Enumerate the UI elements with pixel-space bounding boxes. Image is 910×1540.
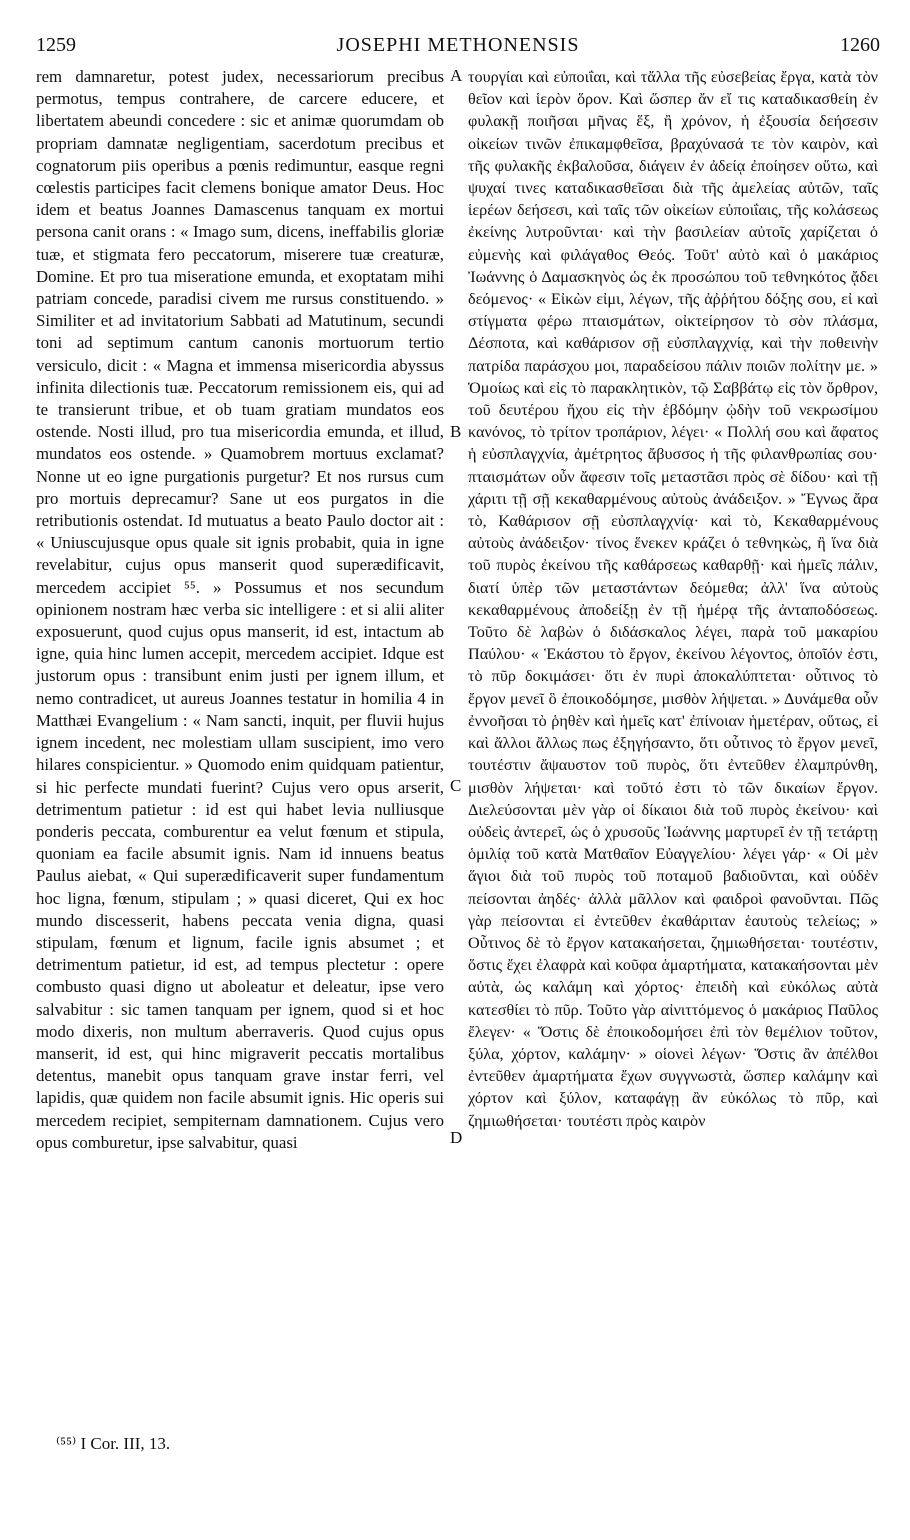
page-number-left: 1259 xyxy=(36,34,76,56)
section-marker-c: C xyxy=(450,776,462,795)
footnote: ⁽⁵⁵⁾ I Cor. III, 13. xyxy=(56,1434,171,1453)
running-header xyxy=(36,34,880,64)
greek-text: τουργίαι καὶ εὐποιΐαι, καὶ τἄλλα τῆς εὐσεβείας ἔργα, κατὰ τὸν θεῖον καὶ ἱερὸν ὅρον. Καὶ ὥσπερ ἄν εἴ τις καταδικασθείη ἐν φυλακῇ ποιῆσαι μῆνας ἕξ, ἢ χρόνον, ἡ ἐξουσία δεήσεσιν οἰκείων τινῶν ἐπικαμφθεῖσα, βραχύνασά τε τὸν καιρὸν, καὶ τῆς φυλακῆς ἐκβαλοῦσα, διάγειν ἐν ἀδείᾳ ἐποίησεν οὕτω, καὶ ψυχαί τινες καταδικασθεῖσαι διὰ τῆς ἀμελείας αὐτῶν, ταῖς ἱερέων δεήσεσι, καὶ ταῖς τῶν οἰκείων εὐποιΐαις, τῆς κολάσεως ἐκείνης λυτροῦνται· καὶ τὴν βασιλείαν αὐτοῖς χαρίζεται ὁ εὐμενὴς καὶ φιλάγαθος Θεός. Τοῦτ' αὐτὸ καὶ ὁ μακάριος Ἰωάννης ὁ Δαμασκηνὸς ὡς ἐκ προσώπου τοῦ τεθνηκότος ᾄδει δεόμενος· « Εἰκὼν εἰμι, λέγων, τῆς ἀῤῥήτου δόξης σου, εἰ καὶ στίγματα φέρω πταισμάτων, οἰκτείρησον τὸ σὸν πλάσμα, Δέσποτα, καὶ καθάρισον σῇ εὐσπλαγχνίᾳ, καὶ τὴν ποθεινὴν πατρίδα παράσχου μοι, παραδείσου πάλιν ποιῶν πολίτην με. » Ὁμοίως καὶ εἰς τὸ παρακλητικὸν, τῷ Σαββάτῳ εἰς τὸν ὄρθρον, τοῦ δευτέρου ἤχου εἰς τὴν ἑβδόμην ᾠδὴν τοῦ νεκρωσίμου κανόνος, τὸ τρίτον τροπάριον, λέγει· « Πολλή σου καὶ ἄφατος ἡ εὐσπλαγχνία, ἀμέτρητος ἄβυσσος ἡ τῆς φιλανθρωπίας σου· πταισμάτων οὖν ἄφεσιν τοῖς μεταστᾶσι πρὸς σὲ δίδου· καὶ τῇ χάριτι τῇ σῇ κεκαθαρμένους αὐτοὺς ἀνάδειξον. » Ἔγνως ἄρα τὸ, Καθάρισον σῇ εὐσπλαγχνίᾳ· καὶ τὸ, Κεκαθαρμένους αὐτοὺς ἀνάδειξον· τίνος ἕνεκεν κράζει ὁ τεθνηκὼς, ἢ ἵνα διὰ τοῦ πυρὸς ἐκείνου τῆς καθάρσεως καθαρθῇ· καὶ ἡμεῖς πάλιν, διατί ὑπὲρ τῶν μεταστάντων δεόμεθα; ἀλλ' ἵνα αὐτοὺς κεκαθαρμένους ἀποδείξῃ ἐν τῇ ἡμέρᾳ τῆς ἀνταποδόσεως. Τοῦτο δὲ λαβὼν ὁ διδάσκαλος λέγει, παρὰ τοῦ μακαρίου Παύλου· « Ἑκάστου τὸ ἔργον, ἐκείνου λέγοντος, ὁποῖόν ἐστι, τὸ πῦρ δοκιμάσει· ὅτι ἐν πυρὶ ἀποκαλύπτεται· οὗτινος τὸ ἔργον μενεῖ ὃ ἐποικοδόμησε, μισθὸν λήψεται. » Δυνάμεθα οὖν ἐννοῆσαι τὸ ῥηθὲν καὶ ἡμεῖς κατ' ἐπίνοιαν ἡμετέραν, οὕτως, εἰ καὶ ἄλλοι ἄλλως πως ἐξηγήσαντο, ὅτι οὗτινος τὸ ἔργον μενεῖ, τουτέστιν ἄψαυστον τοῦ πυρὸς, ὅτι ἐντεῦθεν ἐλαμπρύνθη, μισθὸν λήψεται· καὶ τοῦτό ἐστι τὸ τῶν δικαίων ἔργον. Διελεύσονται μὲν γὰρ οἱ δίκαιοι διὰ τοῦ πυρὸς ἐκείνου· καὶ οὐδεὶς ἀντερεῖ, ὡς ὁ χρυσοῦς Ἰωάννης μαρτυρεῖ ἐν τῇ τετάρτῃ ὁμιλίᾳ τοῦ κατὰ Ματθαῖον Εὐαγγελίου· λέγει γάρ· « Οἱ μὲν ἅγιοι διὰ τοῦ πυρὸς τοῦ ποταμοῦ βαδιοῦνται, καὶ οὐδὲν πείσονται ἀηδές· ἀλλὰ μᾶλλον καὶ φαιδροὶ φανοῦνται. Πῶς γὰρ πείσονται εἰ ἐντεῦθεν ἐκαθάριταν ἑαυτοὺς τελείως; » Οὗτινος δὲ τὸ ἔργον κατακαήσεται, ζημιωθήσεται· τουτέστιν, ὅστις ἔχει ἐλαφρὰ καὶ κοῦφα ἁμαρτήματα, κατακαήσονται μὲν αὐτὰ, ὡς καλάμη καὶ χόρτος· ἐπειδὴ καὶ εὐκόλως αὐτὰ κατεσθίει τὸ πῦρ. Τοῦτο γὰρ αἰνιττόμενος ὁ μακάριος Παῦλος ἔλεγεν· « Ὅστις δὲ ἐποικοδομήσει ἐπὶ τὸν θεμέλιον τοῦτον, ξύλα, χόρτον, καλάμην· » οἱονεὶ λέγων· Ὅστις ἂν ἀπέλθοι ἐντεῦθεν ἁμαρτήματα ἔχων συγγνωστὰ, ὥσπερ καλάμην καὶ χόρτον καὶ ξύλον, καταφάγῃ ἂν εὐκόλως τὸ πῦρ, καὶ ζημιωθήσεται· τουτέστι πρὸς καιρὸν xyxy=(468,68,878,1130)
section-marker-b: B xyxy=(450,422,462,441)
section-marker-d: D xyxy=(450,1128,463,1147)
page-number-right: 1260 xyxy=(840,34,880,56)
section-marker-a: A xyxy=(450,66,463,85)
latin-text: rem damnaretur, potest judex, necessariorum precibus permotus, tempus contrahere, de carcere educere, et libertatem abeundi concedere : sic et animæ quorumdam ob propriam damnatæ negligentiam, sacerdotum precibus et cognatorum piis operibus a pœnis redimuntur, easque regni cœlestis participes facit clemens bonique amator Deus. Hoc idem et beatus Joannes Damascenus tanquam ex mortui persona canit orans : « Imago sum, dicens, ineffabilis gloriæ tuæ, et stigmata fero peccatorum, miserere tuæ creaturæ, Domine. Et pro tua miseratione emunda, et exoptatam mihi patriam concede, paradisi civem me rursus constituendo. » Similiter et ad invitatorium Sabbati ad Matutinum, secundi toni ad septimum cantum canonis mortuorum tertio versiculo, dicit : « Magna et immensa misericordia abyssus infinita dilectionis tuæ. Peccatorum remissionem eis, qui ad te transierunt tribue, et ob tuam gratiam mundatos eos ostende. Nosti illud, pro tua misericordia emunda, et illud, mundatos eos ostende. » Quamobrem mortuus exclamat? Nonne ut eo igne purgationis purgetur? Et nos rursus cum pro mortuis deprecamur? Sane ut eos purgatos in die retributionis ostendat. Id mutuatus a beato Paulo doctor ait : « Uniuscujusque opus quale sit ignis probabit, quia in igne revelabitur, cujus opus manserit quod superædificavit, mercedem accipiet ⁵⁵. » Possumus et nos secundum opinionem nostram hæc verba sic intelligere : et si alii aliter exposuerunt, quod cujus opus manserit, id est, intactum ab igne, quia hinc lumen accepit, mercedem accipiet. Idque est justorum opus : transibunt enim justi per ignem illum, et nemo contradicet, ut aureus Joannes testatur in homilia 4 in Matthæi Evangelium : « Nam sancti, inquit, per fluvii hujus ignem incedent, nec molestiam ullam suscipient, imo vero hilares conspicientur. » Quomodo enim quidquam patientur, si hic perfecte mundati fuerint? Cujus vero opus arserit, detrimentum patietur : id est qui habet levia nulliusque ponderis peccata, comburentur ea velut fœnum et stipula, quoniam ea facile absumit ignis. Nam id innuens beatus Paulus aiebat, « Qui superædificaverit super fundamentum hoc ligna, fœnum, stipulam ; » quasi diceret, Qui ex hoc mundo discesserit, habens peccata venia digna, quasi stipulam, fœnum et lignum, facile ignis absumet ; et detrimentum patietur, id est, ad tempus plectetur : opere combusto quasi digno ut aboleatur et deleatur, ipse vero salvabitur : sic tamen tanquam per ignem, quod si et hoc modo dixeris, non multum aberraveris. Quod cujus opus manserit, id est, qui hinc migraverit peccatis mortalibus detentus, manebit opus tanquam grave instar ferri, vel lapidis, quæ quidem non facile absumit ignis. Hic operis sui mercedem recipiet, sempiternam damnationem. Cujus vero opus comburetur, ipse salvabitur, quasi xyxy=(36,67,444,1152)
running-title: JOSEPHI METHONENSIS xyxy=(336,34,580,56)
greek-column xyxy=(468,66,878,1132)
latin-column xyxy=(36,66,444,1154)
